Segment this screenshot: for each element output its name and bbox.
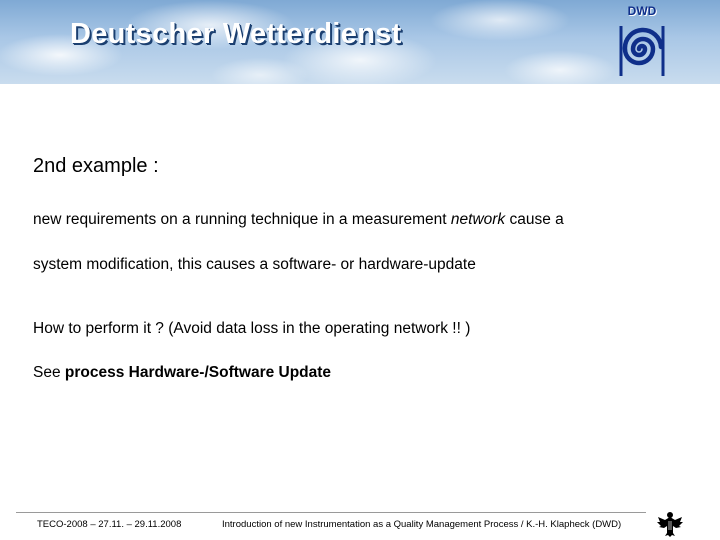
paragraph-requirements-start: new requirements on a running technique in a measurement <box>33 211 451 228</box>
footer-title: Introduction of new Instrumentation as a Quality Management Process / K.-H. Klapheck (DWD) <box>222 519 622 530</box>
slide-heading: 2nd example : <box>33 155 159 177</box>
paragraph-question: How to perform it ? (Avoid data loss in the operating network !! ) <box>33 320 471 337</box>
see-prefix: See <box>33 364 65 381</box>
dwd-spiral-icon <box>615 18 669 80</box>
paragraph-modification: system modification, this causes a software- or hardware-update <box>33 256 476 273</box>
header-title: Deutscher Wetterdienst <box>70 18 402 50</box>
process-reference: process Hardware-/Software Update <box>64 364 332 381</box>
network-emphasis: network <box>450 211 506 228</box>
paragraph-see-process <box>33 364 331 382</box>
logo-text: DWD <box>627 4 657 18</box>
footer-divider <box>16 512 646 513</box>
dwd-logo <box>611 4 673 80</box>
paragraph-requirements-end: cause a <box>505 211 564 228</box>
federal-eagle-icon <box>655 508 685 538</box>
footer-event: TECO-2008 – 27.11. – 29.11.2008 <box>37 519 182 530</box>
paragraph-requirements <box>33 211 564 229</box>
header-banner <box>0 0 720 84</box>
